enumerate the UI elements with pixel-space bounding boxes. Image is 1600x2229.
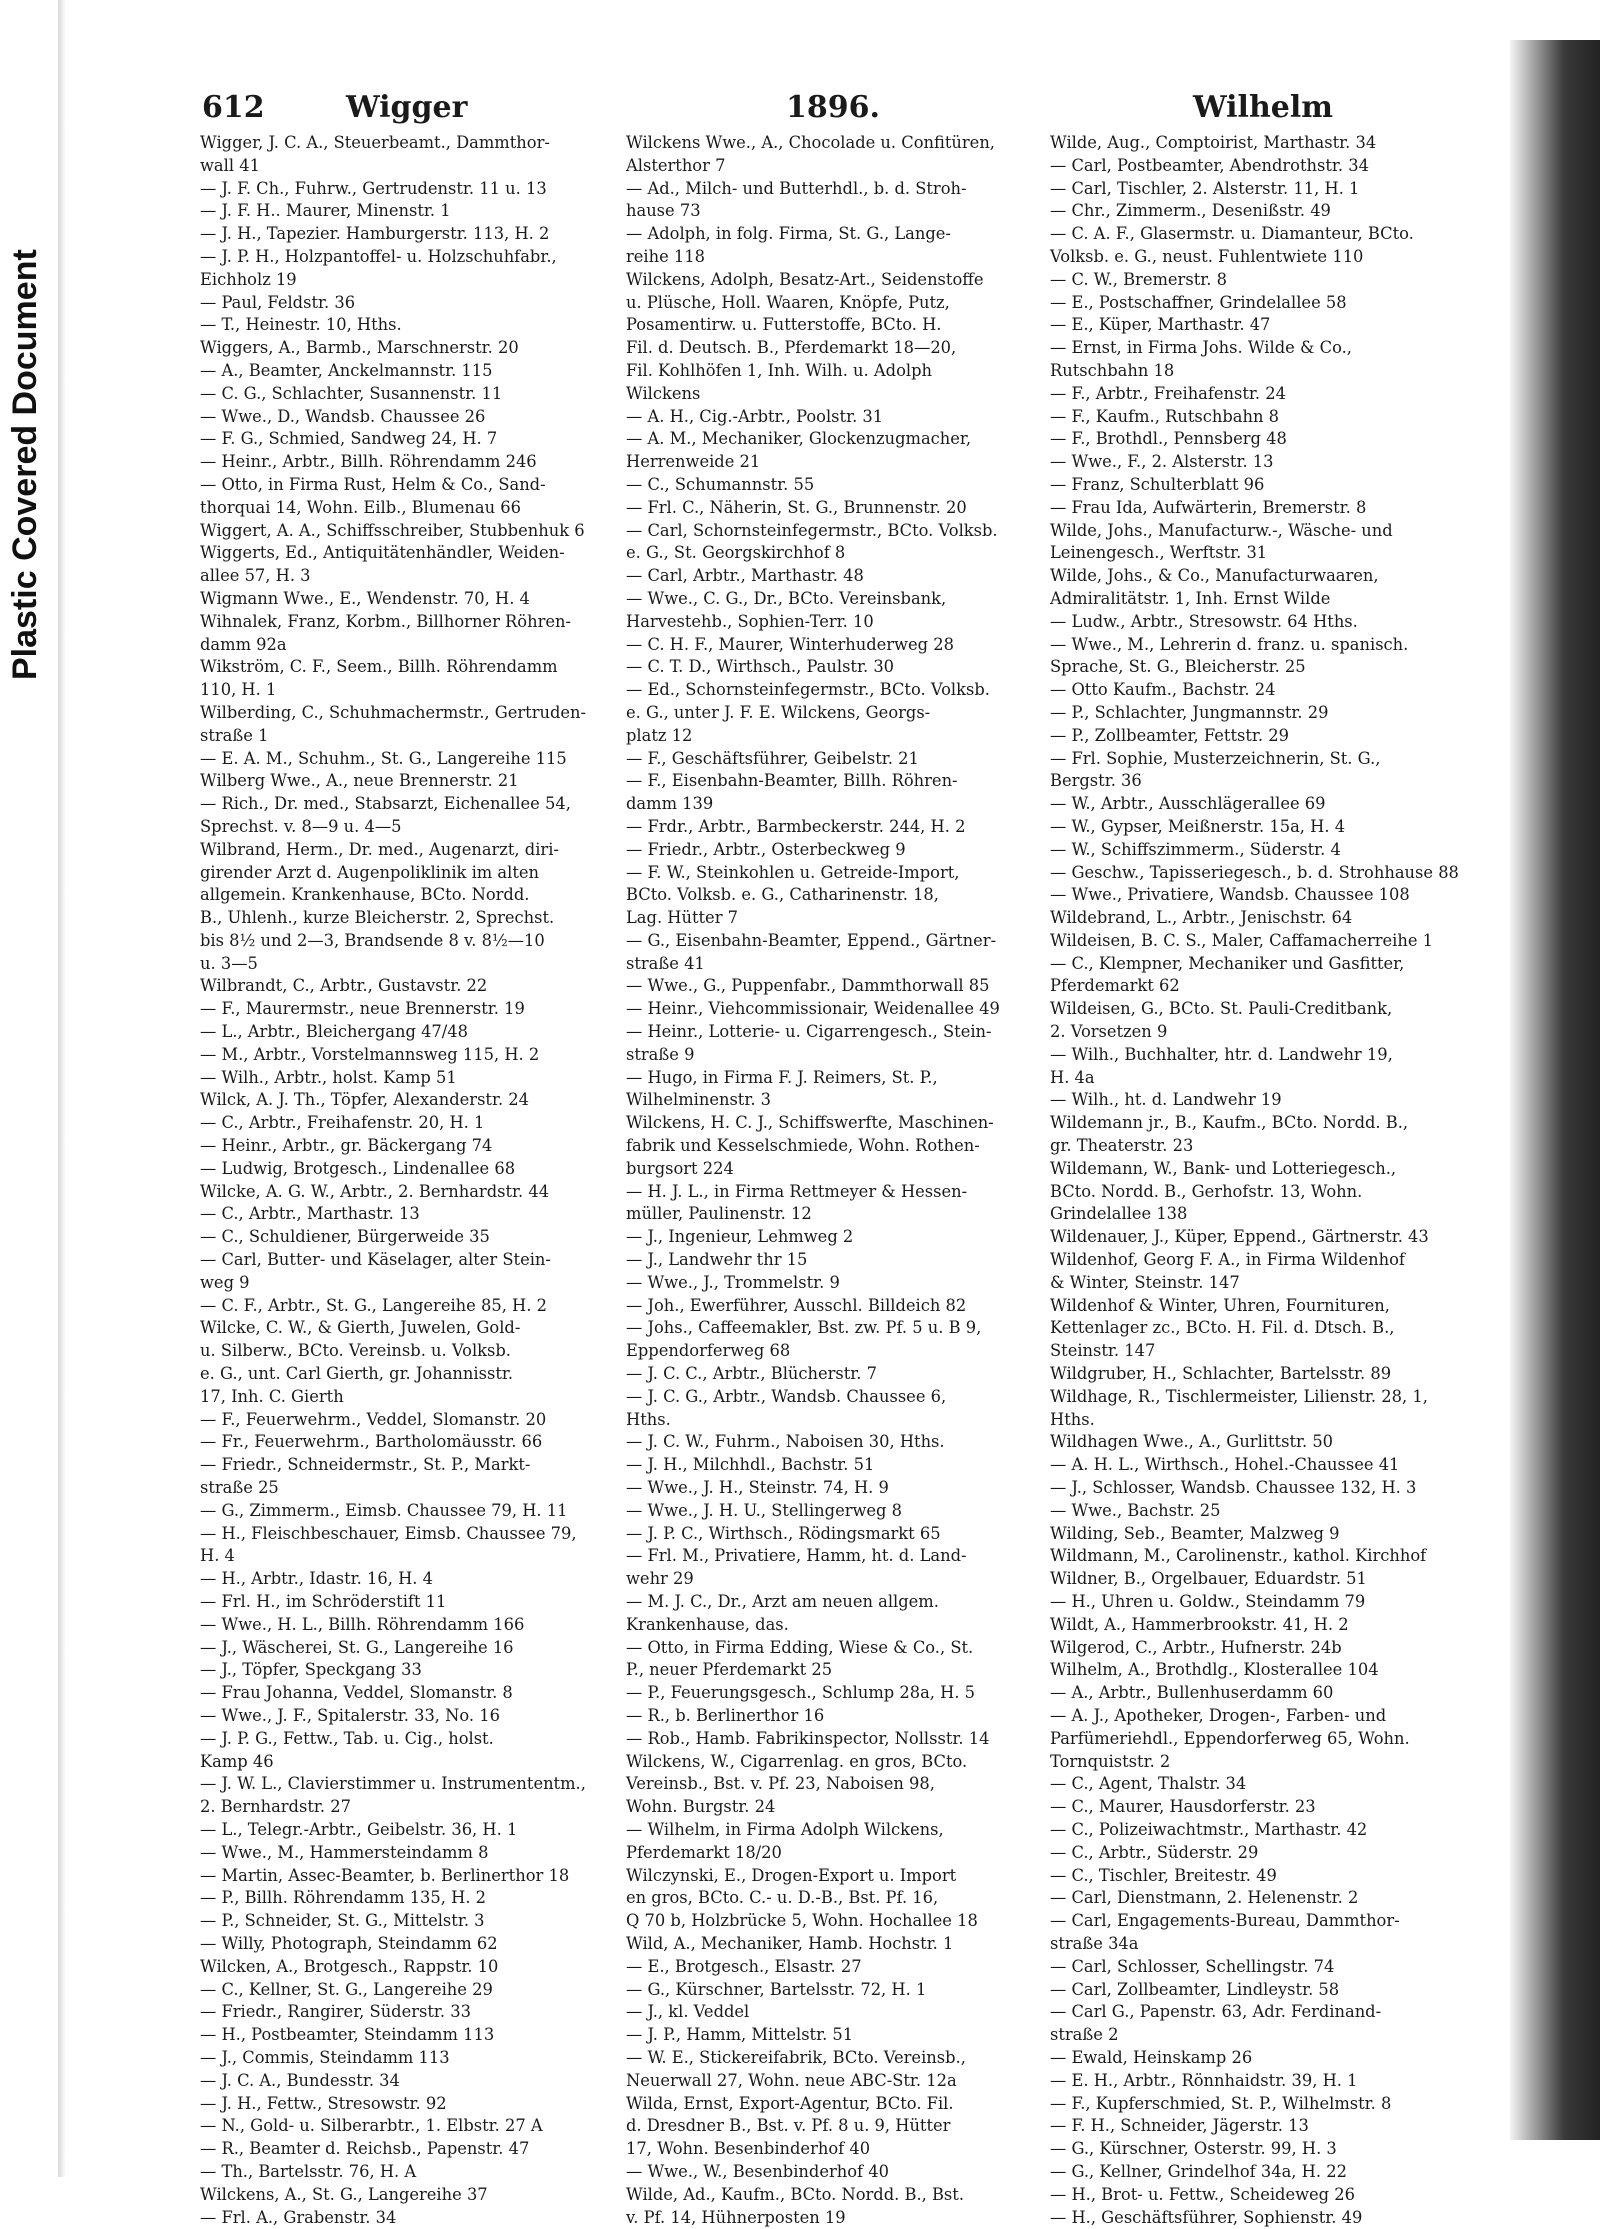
entry-line: — Wwe., M., Hammersteindamm 8 — [200, 1842, 489, 1862]
entry-line: — Wwe., W., Besenbinderhof 40 — [626, 2161, 889, 2181]
entry-line: — E. H., Arbtr., Rönnhaidstr. 39, H. 1 — [1050, 2070, 1358, 2090]
entry-line: — C., Polizeiwachtmstr., Marthastr. 42 — [1050, 1819, 1368, 1839]
entry-line: Wildenhof & Winter, Uhren, Fournituren, — [1050, 1295, 1390, 1315]
entry-line: Wildeisen, G., BCto. St. Pauli-Creditbank, — [1050, 999, 1393, 1019]
entry-line: — Chr., Zimmerm., Desenißstr. 49 — [1050, 201, 1331, 221]
entry-line: Wilde, Aug., Comptoirist, Marthastr. 34 — [1050, 133, 1377, 152]
entry-line: Pferdemarkt 62 — [1050, 976, 1180, 996]
scan-shadow — [58, 0, 66, 2177]
entry-line: — Carl, Dienstmann, 2. Helenenstr. 2 — [1050, 1888, 1359, 1908]
entry-line: — F. H., Schneider, Jägerstr. 13 — [1050, 2116, 1309, 2136]
entry-line: Wohn. Burgstr. 24 — [626, 1797, 776, 1817]
entry-line: — F., Feuerwehrm., Veddel, Slomanstr. 20 — [200, 1409, 547, 1429]
entry-line: Leinengesch., Werftstr. 31 — [1050, 543, 1268, 563]
entry-line: Kamp 46 — [200, 1751, 274, 1771]
entry-line: — E., Postschaffner, Grindelallee 58 — [1050, 292, 1347, 312]
entry-line: platz 12 — [626, 725, 693, 745]
entry-line: Wilckens, A., St. G., Langereihe 37 — [200, 2184, 488, 2204]
entry-line: Krankenhause, das. — [626, 1614, 789, 1634]
entry-line: — C., Tischler, Breitestr. 49 — [1050, 1865, 1277, 1885]
entry-line: wall 41 — [200, 155, 260, 175]
entry-line: — A. H., Cig.-Arbtr., Poolstr. 31 — [626, 406, 884, 426]
entry-line: — Friedr., Schneidermstr., St. P., Markt- — [200, 1455, 531, 1475]
entry-line: u. Silberw., BCto. Vereinsb. u. Volksb. — [200, 1341, 511, 1361]
entry-line: — Wwe., J., Trommelstr. 9 — [626, 1272, 840, 1292]
entry-line: — H., Uhren u. Goldw., Steindamm 79 — [1050, 1592, 1366, 1611]
entry-line: Wilczynski, E., Drogen-Export u. Import — [626, 1865, 957, 1885]
entry-line: 17, Wohn. Besenbinderhof 40 — [626, 2139, 871, 2159]
entry-line: — G., Kellner, Grindelhof 34a, H. 22 — [1050, 2161, 1347, 2181]
entry-line: Steinstr. 147 — [1050, 1341, 1156, 1361]
entry-line: BCto. Volksb. e. G., Catharinenstr. 18, — [626, 885, 939, 905]
entry-line: e. G., unt. Carl Gierth, gr. Johannisstr. — [200, 1364, 514, 1384]
book-edge-shadow — [1510, 40, 1600, 2140]
entry-line: Harvestehb., Sophien-Terr. 10 — [626, 611, 874, 631]
entry-line: — W. E., Stickereifabrik, BCto. Vereinsb., — [626, 2047, 966, 2067]
entry-line: — A., Arbtr., Bullenhuserdamm 60 — [1050, 1683, 1334, 1703]
entry-line: — A., Beamter, Anckelmannstr. 115 — [200, 360, 493, 380]
entry-line: Hths. — [626, 1409, 671, 1429]
entry-line: Wilcke, C. W., & Gierth, Juwelen, Gold- — [200, 1318, 521, 1338]
entry-line: Wildenhof, Georg F. A., in Firma Wildenhof — [1050, 1250, 1405, 1270]
entry-line: — Paul, Feldstr. 36 — [200, 292, 356, 312]
entry-line: Wilberg Wwe., A., neue Brennerstr. 21 — [200, 771, 519, 791]
entry-line: — P., Schneider, St. G., Mittelstr. 3 — [200, 1911, 485, 1931]
entry-line: Wilding, Seb., Beamter, Malzweg 9 — [1050, 1523, 1340, 1543]
entry-line: — J., Töpfer, Speckgang 33 — [200, 1660, 422, 1680]
page-number: 612 — [202, 90, 265, 125]
entry-line: — F., Geschäftsführer, Geibelstr. 21 — [626, 748, 919, 768]
entry-line: — Willy, Photograph, Steindamm 62 — [200, 1933, 498, 1953]
entry-line: Wilhelminenstr. 3 — [626, 1090, 772, 1110]
entry-line: — Friedr., Rangirer, Süderstr. 33 — [200, 2002, 471, 2022]
entry-line: — C., Schuldiener, Bürgerweide 35 — [200, 1227, 490, 1247]
entry-line: — L., Telegr.-Arbtr., Geibelstr. 36, H. 1 — [200, 1819, 518, 1839]
entry-line: — Frl. C., Näherin, St. G., Brunnenstr. 20 — [626, 497, 967, 517]
entry-line: — J. C. C., Arbtr., Blücherstr. 7 — [626, 1364, 878, 1384]
entry-line: — W., Schiffszimmerm., Süderstr. 4 — [1050, 839, 1341, 859]
entry-line: — J. C. A., Bundesstr. 34 — [200, 2070, 400, 2090]
entry-line: 17, Inh. C. Gierth — [200, 1386, 344, 1406]
entry-line: — H., Arbtr., Idastr. 16, H. 4 — [200, 1569, 433, 1589]
entry-line: straße 1 — [200, 725, 269, 745]
entry-line: Pferdemarkt 18/20 — [626, 1842, 782, 1862]
entry-line: Wilbrand, Herm., Dr. med., Augenarzt, diri- — [200, 839, 559, 859]
entry-line: — P., Zollbeamter, Fettstr. 29 — [1050, 725, 1289, 745]
entry-line: — Geschw., Tapisseriegesch., b. d. Strohhause 88 — [1050, 862, 1459, 882]
entry-line: Vereinsb., Bst. v. Pf. 23, Naboisen 98, — [626, 1774, 935, 1794]
entry-line: Lag. Hütter 7 — [626, 908, 739, 928]
entry-line: — Wwe., F., 2. Alsterstr. 13 — [1050, 452, 1274, 472]
entry-line: — J. F. H.. Maurer, Minenstr. 1 — [200, 201, 451, 221]
entry-line: — Heinr., Arbtr., Billh. Röhrendamm 246 — [200, 452, 537, 472]
entry-line: — E. A. M., Schuhm., St. G., Langereihe 115 — [200, 748, 567, 768]
entry-line: Wilckens, H. C. J., Schiffswerfte, Maschinen- — [626, 1113, 994, 1133]
entry-line: Neuerwall 27, Wohn. neue ABC-Str. 12a — [626, 2070, 957, 2090]
entry-line: — C. H. F., Maurer, Winterhuderweg 28 — [626, 634, 954, 654]
entry-line: H. 4a — [1050, 1067, 1095, 1087]
entry-line: Wiggert, A. A., Schiffsschreiber, Stubbenhuk 6 — [200, 520, 585, 540]
entry-line: Wilckens, Adolph, Besatz-Art., Seidenstoffe — [626, 269, 984, 289]
entry-line: Wildenauer, J., Küper, Eppend., Gärtnerstr. 43 — [1050, 1227, 1429, 1247]
entry-line: Sprache, St. G., Bleicherstr. 25 — [1050, 657, 1306, 677]
entry-line: Wigmann Wwe., E., Wendenstr. 70, H. 4 — [200, 588, 530, 608]
entry-line: fabrik und Kesselschmiede, Wohn. Rothen- — [626, 1136, 980, 1156]
entry-line: — L., Arbtr., Bleichergang 47/48 — [200, 1022, 468, 1042]
entry-line: — W., Arbtr., Ausschlägerallee 69 — [1050, 794, 1326, 814]
entry-line: — G., Kürschner, Osterstr. 99, H. 3 — [1050, 2139, 1337, 2159]
entry-line: Wigger, J. C. A., Steuerbeamt., Dammthor- — [200, 133, 550, 152]
entry-line: — Frl. M., Privatiere, Hamm, ht. d. Land- — [626, 1546, 967, 1566]
entry-line: Wilcken, A., Brotgesch., Rappstr. 10 — [200, 1956, 499, 1976]
entry-line: Posamentirw. u. Futterstoffe, BCto. H. — [626, 315, 942, 335]
entry-line: — Wwe., D., Wandsb. Chaussee 26 — [200, 406, 486, 426]
column-1 — [200, 132, 610, 2229]
entry-line: — Heinr., Arbtr., gr. Bäckergang 74 — [200, 1136, 493, 1156]
entry-line: — F., Kaufm., Rutschbahn 8 — [1050, 406, 1279, 426]
entry-line: Kettenlager zc., BCto. H. Fil. d. Dtsch. B., — [1050, 1318, 1395, 1338]
entry-line: Alsterthor 7 — [626, 155, 726, 175]
left-keyword: Wigger — [346, 90, 468, 125]
entry-line: Wildner, B., Orgelbauer, Eduardstr. 51 — [1050, 1569, 1367, 1589]
entry-line: Wilbrandt, C., Arbtr., Gustavstr. 22 — [200, 976, 488, 996]
entry-line: — C., Schumannstr. 55 — [626, 474, 815, 494]
entry-line: — M. J. C., Dr., Arzt am neuen allgem. — [626, 1592, 939, 1611]
entry-line: Wildt, A., Hammerbrookstr. 41, H. 2 — [1050, 1614, 1349, 1634]
entry-line: — Heinr., Lotterie- u. Cigarrengesch., Stein- — [626, 1022, 992, 1042]
entry-line: — C. G., Schlachter, Susannenstr. 11 — [200, 383, 503, 403]
entry-line: — C., Kellner, St. G., Langereihe 29 — [200, 1979, 493, 1999]
entry-line: 2. Bernhardstr. 27 — [200, 1797, 351, 1817]
entry-line: Wilda, Ernst, Export-Agentur, BCto. Fil. — [626, 2093, 954, 2113]
entry-line: — R., Beamter d. Reichsb., Papenstr. 47 — [200, 2139, 530, 2159]
entry-line: — P., Billh. Röhrendamm 135, H. 2 — [200, 1888, 487, 1908]
entry-line: Bergstr. 36 — [1050, 771, 1142, 791]
entry-line: — N., Gold- u. Silberarbtr., 1. Elbstr. 27 A — [200, 2116, 543, 2136]
entry-line: — Hugo, in Firma F. J. Reimers, St. P., — [626, 1067, 938, 1087]
entry-line: — C., Maurer, Hausdorferstr. 23 — [1050, 1797, 1316, 1817]
entry-line: Wilhelm, A., Brothdlg., Klosterallee 104 — [1050, 1660, 1379, 1680]
entry-line: allgemein. Krankenhause, BCto. Nordd. — [200, 885, 530, 905]
entry-line: Wildgruber, H., Schlachter, Bartelsstr. 89 — [1050, 1364, 1392, 1384]
entry-line: — G., Kürschner, Bartelsstr. 72, H. 1 — [626, 1979, 927, 1999]
entry-line: — J. H., Fettw., Stresowstr. 92 — [200, 2093, 447, 2113]
entry-line: — C., Klempner, Mechaniker und Gasfitter, — [1050, 953, 1405, 973]
entry-line: Wikström, C. F., Seem., Billh. Röhrendamm — [200, 657, 558, 677]
entry-line: — J. P. H., Holzpantoffel- u. Holzschuhfabr., — [200, 246, 557, 266]
entry-line: hause 73 — [626, 201, 701, 221]
entry-line: Wildhage, R., Tischlermeister, Lilienstr. 28, 1, — [1050, 1386, 1428, 1406]
entry-line: Wilck, A. J. Th., Töpfer, Alexanderstr. 24 — [200, 1090, 530, 1110]
entry-line: d. Dresdner B., Bst. v. Pf. 8 u. 9, Hütter — [626, 2116, 951, 2136]
entry-line: — C., Arbtr., Freihafenstr. 20, H. 1 — [200, 1113, 485, 1133]
entry-line: — Ludw., Arbtr., Stresowstr. 64 Hths. — [1050, 611, 1358, 631]
entry-line: — Wilhelm, in Firma Adolph Wilckens, — [626, 1819, 944, 1839]
entry-line: Wilckens — [626, 383, 701, 403]
entry-line: — A. H. L., Wirthsch., Hohel.-Chaussee 41 — [1050, 1455, 1400, 1475]
entry-line: Wilcke, A. G. W., Arbtr., 2. Bernhardstr. 44 — [200, 1181, 550, 1201]
entry-line: — J., kl. Veddel — [626, 2002, 750, 2022]
entry-line: v. Pf. 14, Hühnerposten 19 — [626, 2207, 846, 2227]
entry-line: Hths. — [1050, 1409, 1095, 1429]
entry-line: — Carl, Engagements-Bureau, Dammthor- — [1050, 1911, 1400, 1931]
entry-line: straße 25 — [200, 1478, 279, 1498]
entry-line: — F. G., Schmied, Sandweg 24, H. 7 — [200, 429, 498, 449]
entry-line: Wild, A., Mechaniker, Hamb. Hochstr. 1 — [626, 1933, 954, 1953]
entry-line: thorquai 14, Wohn. Eilb., Blumenau 66 — [200, 497, 521, 517]
entry-line: Wilckens Wwe., A., Chocolade u. Confitüren, — [626, 133, 995, 152]
entry-line: — Carl, Zollbeamter, Lindleystr. 58 — [1050, 1979, 1340, 1999]
entry-line: — Ludwig, Brotgesch., Lindenallee 68 — [200, 1158, 516, 1178]
entry-line: en gros, BCto. C.- u. D.-B., Bst. Pf. 16, — [626, 1888, 939, 1908]
entry-line: — H. J. L., in Firma Rettmeyer & Hessen- — [626, 1181, 968, 1201]
entry-line: — J., Commis, Steindamm 113 — [200, 2047, 450, 2067]
entry-line: — T., Heinestr. 10, Hths. — [200, 315, 402, 335]
entry-line: — C., Arbtr., Marthastr. 13 — [200, 1204, 420, 1224]
entry-line: — Wwe., H. L., Billh. Röhrendamm 166 — [200, 1614, 525, 1634]
entry-line: — Frdr., Arbtr., Barmbeckerstr. 244, H. 2 — [626, 816, 966, 836]
entry-line: — H., Brot- u. Fettw., Scheideweg 26 — [1050, 2184, 1355, 2204]
entry-line: gr. Theaterstr. 23 — [1050, 1136, 1194, 1156]
directory-page — [188, 80, 1488, 2227]
entry-line: Wildemann, W., Bank- und Lotteriegesch., — [1050, 1158, 1397, 1178]
entry-line: — J. H., Tapezier. Hamburgerstr. 113, H. 2 — [200, 224, 550, 244]
entry-line: — Friedr., Arbtr., Osterbeckweg 9 — [626, 839, 906, 859]
entry-line: — J., Landwehr thr 15 — [626, 1250, 808, 1270]
entry-line: u. Plüsche, Holl. Waaren, Knöpfe, Putz, — [626, 292, 950, 312]
entry-line: — A. J., Apotheker, Drogen-, Farben- und — [1050, 1705, 1387, 1725]
entry-line: — J. H., Milchhdl., Bachstr. 51 — [626, 1455, 875, 1475]
entry-line: Rutschbahn 18 — [1050, 360, 1175, 380]
entry-line: — F. W., Steinkohlen u. Getreide-Import, — [626, 862, 960, 882]
entry-line: — Adolph, in folg. Firma, St. G., Lange- — [626, 224, 951, 244]
entry-line: — J. P. G., Fettw., Tab. u. Cig., holst. — [200, 1728, 494, 1748]
entry-line: — F., Kupferschmied, St. P., Wilhelmstr. 8 — [1050, 2093, 1392, 2113]
entry-line: — F., Brothdl., Pennsberg 48 — [1050, 429, 1287, 449]
year: 1896. — [786, 90, 880, 125]
entry-line: müller, Paulinenstr. 12 — [626, 1204, 812, 1224]
entry-line: — E., Brotgesch., Elsastr. 27 — [626, 1956, 862, 1976]
entry-line: — Joh., Ewerführer, Ausschl. Billdeich 82 — [626, 1295, 967, 1315]
entry-line: Wiggers, A., Barmb., Marschnerstr. 20 — [200, 338, 519, 358]
entry-line: — Frl. A., Grabenstr. 34 — [200, 2207, 397, 2227]
entry-line: — Frl. H., im Schröderstift 11 — [200, 1592, 447, 1611]
entry-line: — Wwe., M., Lehrerin d. franz. u. spanisch. — [1050, 634, 1409, 654]
entry-line: — H., Fleischbeschauer, Eimsb. Chaussee 79, — [200, 1523, 577, 1543]
entry-line: — F., Eisenbahn-Beamter, Billh. Röhren- — [626, 771, 958, 791]
entry-line: — G., Zimmerm., Eimsb. Chaussee 79, H. 11 — [200, 1500, 568, 1520]
entry-line: — A. M., Mechaniker, Glockenzugmacher, — [626, 429, 972, 449]
entry-line: — E., Küper, Marthastr. 47 — [1050, 315, 1271, 335]
entry-line: — W., Gypser, Meißnerstr. 15a, H. 4 — [1050, 816, 1346, 836]
entry-line: u. 3—5 — [200, 953, 258, 973]
entry-line: B., Uhlenh., kurze Bleicherstr. 2, Sprechst. — [200, 908, 555, 928]
entry-line: — C. A. F., Glasermstr. u. Diamanteur, BCto. — [1050, 224, 1414, 244]
entry-line: 110, H. 1 — [200, 680, 277, 700]
entry-line: — Wilh., ht. d. Landwehr 19 — [1050, 1090, 1282, 1110]
entry-line: Admiralitätstr. 1, Inh. Ernst Wilde — [1050, 588, 1331, 608]
entry-line: — Wwe., Bachstr. 25 — [1050, 1500, 1221, 1520]
entry-line: e. G., St. Georgskirchhof 8 — [626, 543, 846, 563]
entry-line: & Winter, Steinstr. 147 — [1050, 1272, 1240, 1292]
entry-line: Wiggerts, Ed., Antiquitätenhändler, Weiden- — [200, 543, 565, 563]
right-keyword: Wilhelm — [1193, 90, 1333, 125]
entry-line: Eichholz 19 — [200, 269, 297, 289]
side-label-text: Plastic Covered Document — [6, 249, 44, 680]
entry-line: girender Arzt d. Augenpoliklinik im alten — [200, 862, 539, 882]
entry-line: Wilberding, C., Schuhmachermstr., Gertruden- — [200, 702, 587, 722]
entry-line: Wildeisen, B. C. S., Maler, Caffamacherreihe 1 — [1050, 930, 1434, 950]
entry-line: — P., Schlachter, Jungmannstr. 29 — [1050, 702, 1329, 722]
entry-line: e. G., unter J. F. E. Wilckens, Georgs- — [626, 702, 931, 722]
entry-line: straße 34a — [1050, 1933, 1139, 1953]
entry-line: 2. Vorsetzen 9 — [1050, 1022, 1168, 1042]
entry-line: burgsort 224 — [626, 1158, 734, 1178]
entry-line: Fil. d. Deutsch. B., Pferdemarkt 18—20, — [626, 338, 957, 358]
entry-line: — Wwe., C. G., Dr., BCto. Vereinsbank, — [626, 588, 947, 608]
entry-line: — Wilh., Buchhalter, htr. d. Landwehr 19, — [1050, 1044, 1393, 1064]
entry-line: weg 9 — [200, 1272, 250, 1292]
entry-line: Wildhagen Wwe., A., Gurlittstr. 50 — [1050, 1432, 1334, 1452]
entry-line: — J., Schlosser, Wandsb. Chaussee 132, H. 3 — [1050, 1478, 1417, 1498]
entry-line: Wilckens, W., Cigarrenlag. en gros, BCto. — [626, 1751, 968, 1771]
entry-line: Volksb. e. G., neust. Fuhlentwiete 110 — [1050, 246, 1364, 266]
entry-line: Herrenweide 21 — [626, 452, 761, 472]
entry-line: straße 9 — [626, 1044, 695, 1064]
entry-line: straße 41 — [626, 953, 705, 973]
page-header — [188, 90, 1478, 130]
entry-line: — Otto, in Firma Rust, Helm & Co., Sand- — [200, 474, 546, 494]
entry-line: — J. F. Ch., Fuhrw., Gertrudenstr. 11 u. 13 — [200, 178, 547, 198]
entry-line: — Ernst, in Firma Johs. Wilde & Co., — [1050, 338, 1352, 358]
entry-line: — C., Arbtr., Süderstr. 29 — [1050, 1842, 1259, 1862]
entry-line: — G., Eisenbahn-Beamter, Eppend., Gärtner- — [626, 930, 997, 950]
entry-line: BCto. Nordd. B., Gerhofstr. 13, Wohn. — [1050, 1181, 1363, 1201]
entry-line: — J., Wäscherei, St. G., Langereihe 16 — [200, 1637, 514, 1657]
entry-line: — C. T. D., Wirthsch., Paulstr. 30 — [626, 657, 895, 677]
entry-line: — Carl, Arbtr., Marthastr. 48 — [626, 566, 864, 586]
entry-line: — Frl. Sophie, Musterzeichnerin, St. G., — [1050, 748, 1381, 768]
entry-line: damm 92a — [200, 634, 287, 654]
entry-line: — Carl, Schornsteinfegermstr., BCto. Volksb. — [626, 520, 998, 540]
entry-line: Grindelallee 138 — [1050, 1204, 1188, 1224]
entry-line: — Wwe., G., Puppenfabr., Dammthorwall 85 — [626, 976, 990, 996]
entry-line: — Carl, Schlosser, Schellingstr. 74 — [1050, 1956, 1335, 1976]
entry-line: — Johs., Caffeemakler, Bst. zw. Pf. 5 u. B 9, — [626, 1318, 982, 1338]
entry-line: — J. P. C., Wirthsch., Rödingsmarkt 65 — [626, 1523, 941, 1543]
entry-line: Wilde, Ad., Kaufm., BCto. Nordd. B., Bst. — [626, 2184, 965, 2204]
entry-line: — H., Geschäftsführer, Sophienstr. 49 — [1050, 2207, 1363, 2227]
entry-line: — Carl, Butter- und Käselager, alter Stein- — [200, 1250, 551, 1270]
entry-line: — J. P., Hamm, Mittelstr. 51 — [626, 2025, 854, 2045]
entry-line: — Otto, in Firma Edding, Wiese & Co., St. — [626, 1637, 974, 1657]
entry-line: — Fr., Feuerwehrm., Bartholomäusstr. 66 — [200, 1432, 543, 1452]
entry-line: — Otto Kaufm., Bachstr. 24 — [1050, 680, 1276, 700]
entry-line: Wilde, Johs., Manufacturw.-, Wäsche- und — [1050, 520, 1393, 540]
entry-line: Wildemann jr., B., Kaufm., BCto. Nordd. B., — [1050, 1113, 1409, 1133]
entry-line: — Franz, Schulterblatt 96 — [1050, 474, 1265, 494]
entry-line: — J. C. G., Arbtr., Wandsb. Chaussee 6, — [626, 1386, 947, 1406]
column-3 — [1050, 132, 1460, 2229]
entry-line: — F., Arbtr., Freihafenstr. 24 — [1050, 383, 1286, 403]
entry-line: H. 4 — [200, 1546, 235, 1566]
entry-line: Q 70 b, Holzbrücke 5, Wohn. Hochallee 18 — [626, 1911, 978, 1931]
entry-line: — H., Postbeamter, Steindamm 113 — [200, 2025, 495, 2045]
entry-line: — F., Maurermstr., neue Brennerstr. 19 — [200, 999, 525, 1019]
entry-line: — Ed., Schornsteinfegermstr., BCto. Volksb. — [626, 680, 990, 700]
entry-line: damm 139 — [626, 794, 714, 814]
entry-line: Eppendorferweg 68 — [626, 1341, 791, 1361]
entry-line: Wildebrand, L., Arbtr., Jenischstr. 64 — [1050, 908, 1353, 928]
entry-line: Parfümeriehdl., Eppendorferweg 65, Wohn. — [1050, 1728, 1410, 1748]
entry-line: Wilde, Johs., & Co., Manufacturwaaren, — [1050, 566, 1379, 586]
entry-line: bis 8½ und 2—3, Brandsende 8 v. 8½—10 — [200, 930, 545, 950]
entry-line: — J. W. L., Clavierstimmer u. Instrumententm., — [200, 1774, 586, 1794]
entry-line: — R., b. Berlinerthor 16 — [626, 1705, 825, 1725]
entry-line: Tornquiststr. 2 — [1050, 1751, 1171, 1771]
entry-line: — Th., Bartelsstr. 76, H. A — [200, 2161, 417, 2181]
entry-line: — Wwe., J. H. U., Stellingerweg 8 — [626, 1500, 903, 1520]
entry-line: Fil. Kohlhöfen 1, Inh. Wilh. u. Adolph — [626, 360, 932, 380]
entry-line: Wihnalek, Franz, Korbm., Billhorner Röhren- — [200, 611, 571, 631]
entry-line: allee 57, H. 3 — [200, 566, 311, 586]
entry-line: — Wwe., J. H., Steinstr. 74, H. 9 — [626, 1478, 889, 1498]
entry-line: — C. W., Bremerstr. 8 — [1050, 269, 1227, 289]
entry-line: — Ewald, Heinskamp 26 — [1050, 2047, 1253, 2067]
entry-line: — Wwe., J. F., Spitalerstr. 33, No. 16 — [200, 1705, 500, 1725]
entry-line: — C. F., Arbtr., St. G., Langereihe 85, H. 2 — [200, 1295, 547, 1315]
entry-line: — Frau Ida, Aufwärterin, Bremerstr. 8 — [1050, 497, 1367, 517]
column-2 — [626, 132, 1036, 2229]
entry-line: reihe 118 — [626, 246, 705, 266]
entry-line: — Carl G., Papenstr. 63, Adr. Ferdinand- — [1050, 2002, 1382, 2022]
entry-line: Sprechst. v. 8—9 u. 4—5 — [200, 816, 402, 836]
entry-line: — Carl, Postbeamter, Abendrothstr. 34 — [1050, 155, 1369, 175]
entry-line: — Martin, Assec-Beamter, b. Berlinerthor 18 — [200, 1865, 570, 1885]
entry-line: Wildmann, M., Carolinenstr., kathol. Kirchhof — [1050, 1546, 1427, 1566]
entry-line: — Heinr., Viehcommissionair, Weidenallee 49 — [626, 999, 1000, 1019]
entry-line: wehr 29 — [626, 1569, 694, 1589]
entry-line: — Ad., Milch- und Butterhdl., b. d. Stroh- — [626, 178, 967, 198]
entry-line: — C., Agent, Thalstr. 34 — [1050, 1774, 1247, 1794]
entry-line: — Rich., Dr. med., Stabsarzt, Eichenallee 54, — [200, 794, 571, 814]
side-label — [0, 0, 48, 690]
entry-line: — Wilh., Arbtr., holst. Kamp 51 — [200, 1067, 457, 1087]
entry-line: — Rob., Hamb. Fabrikinspector, Nollsstr. 14 — [626, 1728, 990, 1748]
entry-line: — Frau Johanna, Veddel, Slomanstr. 8 — [200, 1683, 513, 1703]
entry-line: P., neuer Pferdemarkt 25 — [626, 1660, 833, 1680]
entry-line: Wilgerod, C., Arbtr., Hufnerstr. 24b — [1050, 1637, 1342, 1657]
entry-line: — J. C. W., Fuhrm., Naboisen 30, Hths. — [626, 1432, 945, 1452]
entry-line: — P., Feuerungsgesch., Schlump 28a, H. 5 — [626, 1683, 976, 1703]
entry-line: — Wwe., Privatiere, Wandsb. Chaussee 108 — [1050, 885, 1410, 905]
entry-line: straße 2 — [1050, 2025, 1119, 2045]
entry-line: — M., Arbtr., Vorstelmannsweg 115, H. 2 — [200, 1044, 540, 1064]
entry-line: — Carl, Tischler, 2. Alsterstr. 11, H. 1 — [1050, 178, 1360, 198]
entry-line: — J., Ingenieur, Lehmweg 2 — [626, 1227, 854, 1247]
